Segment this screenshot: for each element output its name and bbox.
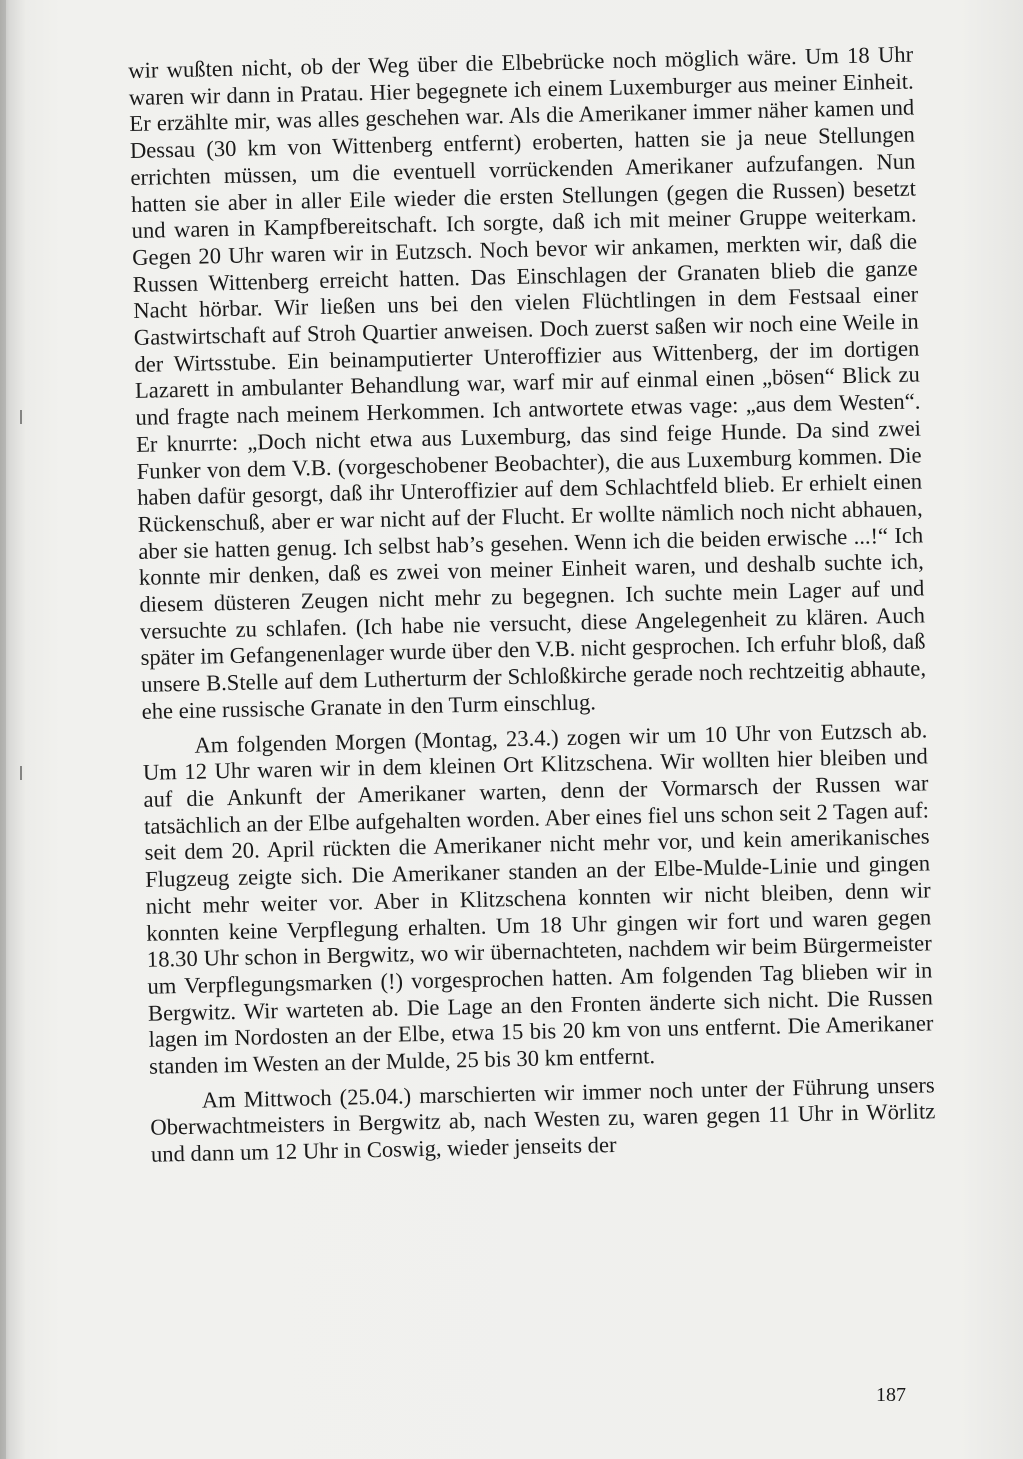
- margin-mark: [20, 766, 22, 780]
- paragraph-1: wir wußten nicht, ob der Weg über die Elbebrücke noch möglich wäre. Um 18 Uhr waren wir dann in Pratau. Hier begegnete ich einem Luxemburger aus meiner Einheit. Er erzählte mir, was alles geschehen war. Als die Amerikaner immer näher kamen und Dessau (30 km von Wittenberg entfernt) eroberten, hatten sie ja neue Stellungen errichten müssen, um die eventuell vorrückenden Amerikaner aufzufangen. Nun hatten sie aber in aller Eile wieder die ersten Stellungen (gegen die Russen) besetzt und waren in Kampfbereitschaft. Ich sorgte, daß ich mit meiner Gruppe weiterkam. Gegen 20 Uhr waren wir in Eutzsch. Noch bevor wir ankamen, merkten wir, daß die Russen Wittenberg erreicht hatten. Das Einschlagen der Granaten blieb die ganze Nacht hörbar. Wir ließen uns bei den vielen Flüchtlingen in dem Festsaal einer Gastwirtschaft auf Stroh Quartier anweisen. Doch zuerst saßen wir noch eine Weile in der Wirtsstube. Ein beinamputierter Unteroffizier aus Wittenberg, der im dortigen Lazarett in ambulanter Behandlung war, warf mir auf einmal einen „bösen“ Blick zu und fragte nach meinem Herkommen. Ich antwortete etwas vage: „aus dem Westen“. Er knurrte: „Doch nicht etwa aus Luxemburg, das sind feige Hunde. Da sind zwei Funker von dem V.B. (vorgeschobener Beobachter), die aus Luxemburg kommen. Die haben dafür gesorgt, daß ihr Unteroffizier auf dem Schlachtfeld blieb. Er erhielt einen Rückenschuß, aber er war nicht auf der Flucht. Er wollte nämlich noch nicht abhauen, aber sie hatten genug. Ich selbst hab’s gesehen. Wenn ich die beiden erwische ...!“ Ich konnte mir denken, daß es zwei von meiner Einheit waren, und deshalb suchte ich, diesem düsteren Zeugen nicht mehr zu begegnen. Ich suchte mein Lager auf und versuchte zu schlafen. (Ich habe nie versucht, diese Angelegenheit zu klären. Auch später im Gefangenenlager wurde über den V.B. nicht gesprochen. Ich erfuhr bloß, daß unsere B.Stelle auf dem Lutherturm der Schloßkirche gerade noch rechtzeitig abhaute, ehe eine russische Granate in den Turm einschlug.: [128, 41, 927, 724]
- paragraph-3: Am Mittwoch (25.04.) marschierten wir immer noch unter der Führung unsers Oberwachtmeisters in Bergwitz ab, nach Westen zu, waren gegen 11 Uhr in Wörlitz und dann um 12 Uhr in Coswig, wieder jenseits der: [150, 1072, 936, 1167]
- margin-mark: [20, 410, 22, 424]
- page-number: 187: [876, 1384, 906, 1406]
- binding-gutter: [0, 0, 6, 1459]
- body-text: [128, 42, 936, 1169]
- paragraph-2: Am folgenden Morgen (Montag, 23.4.) zogen wir um 10 Uhr von Eutzsch ab. Um 12 Uhr waren wir in dem kleinen Ort Klitzschena. Wir wollten hier bleiben und auf die Ankunft der Amerikaner warten, denn der Vormarsch der Russen war tatsächlich an der Elbe aufgehalten worden. Aber eines fiel uns schon seit 2 Tagen auf: seit dem 20. April rückten die Amerikaner nicht mehr vor, und kein amerikanisches Flugzeug zeigte sich. Die Amerikaner standen an der Elbe-Mulde-Linie und gingen nicht mehr weiter vor. Aber in Klitzschena konnten wir nicht bleiben, denn wir konnten keine Verpflegung erhalten. Um 18 Uhr gingen wir fort und waren gegen 18.30 Uhr schon in Bergwitz, wo wir übernachteten, nachdem wir beim Bürgermeister um Verpflegungsmarken (!) vorgesprochen hatten. Am folgenden Tag blieben wir in Bergwitz. Wir warteten ab. Die Lage an den Fronten änderte sich nicht. Die Russen lagen im Nordosten an der Elbe, etwa 15 bis 20 km von uns entfernt. Die Amerikaner standen im Westen an der Mulde, 25 bis 30 km entfernt.: [142, 716, 934, 1079]
